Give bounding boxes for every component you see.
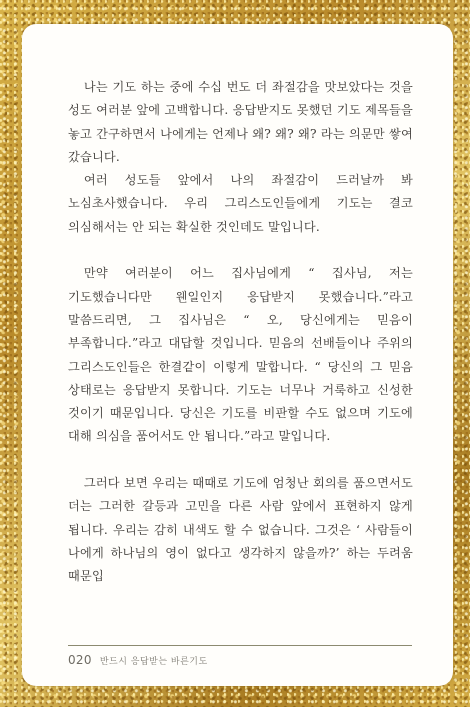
paragraph-1: 나는 기도 하는 중에 수십 번도 더 좌절감을 맛보았다는 것을 성도 여러분 앞에 고백합니다. 응답받지도 못했던 기도 제목들을 놓고 간구하면서 나에게는 언제나 왜? 왜? 왜? 라는 의문만 쌓여 갔습니다.: [68, 80, 413, 164]
running-title: 반드시 응답받는 바른기도: [99, 657, 208, 667]
page-footer: [68, 653, 208, 667]
book-page: [22, 24, 453, 686]
paragraph-4: 그러다 보면 우리는 때때로 기도에 엄청난 회의를 품으면서도 더는 그러한 갈등과 고민을 다른 사람 앞에서 표현하지 않게 됩니다. 우리는 감히 내색도 할 수 없습니다. 그것은 ‘ 사람들이 나에게 하나님의 영이 없다고 생각하지 않을까?’ 하는 두려움 때문입: [68, 476, 413, 584]
page-number: 020: [68, 653, 92, 667]
footer-divider: [68, 645, 412, 646]
paragraph-3: 만약 여러분이 어느 집사님에게 “ 집사님, 저는 기도했습니다만 웬일인지 응답받지 못했습니다.”라고 말씀드리면, 그 집사님은 “ 오, 당신에게는 믿음이 부족합니다.”라고 대답할 것입니다. 믿음의 선배들이나 주위의 그리스도인들은 한결같이 이렇게 말합니다. “ 당신의 그 믿음 상태로는 응답받지 못합니다. 기도는 너무나 거룩하고 신성한 것이기 때문입니다. 당신은 기도를 비판할 수도 없으며 기도에 대해 의심을 품어서도 안 됩니다.”라고 말입니다.: [68, 266, 413, 444]
paragraph-2: 여러 성도들 앞에서 나의 좌절감이 드러날까 봐 노심초사했습니다. 우리 그리스도인들에게 기도는 결코 의심해서는 안 되는 확실한 것인데도 말입니다.: [68, 173, 413, 234]
body-text: [68, 76, 413, 589]
